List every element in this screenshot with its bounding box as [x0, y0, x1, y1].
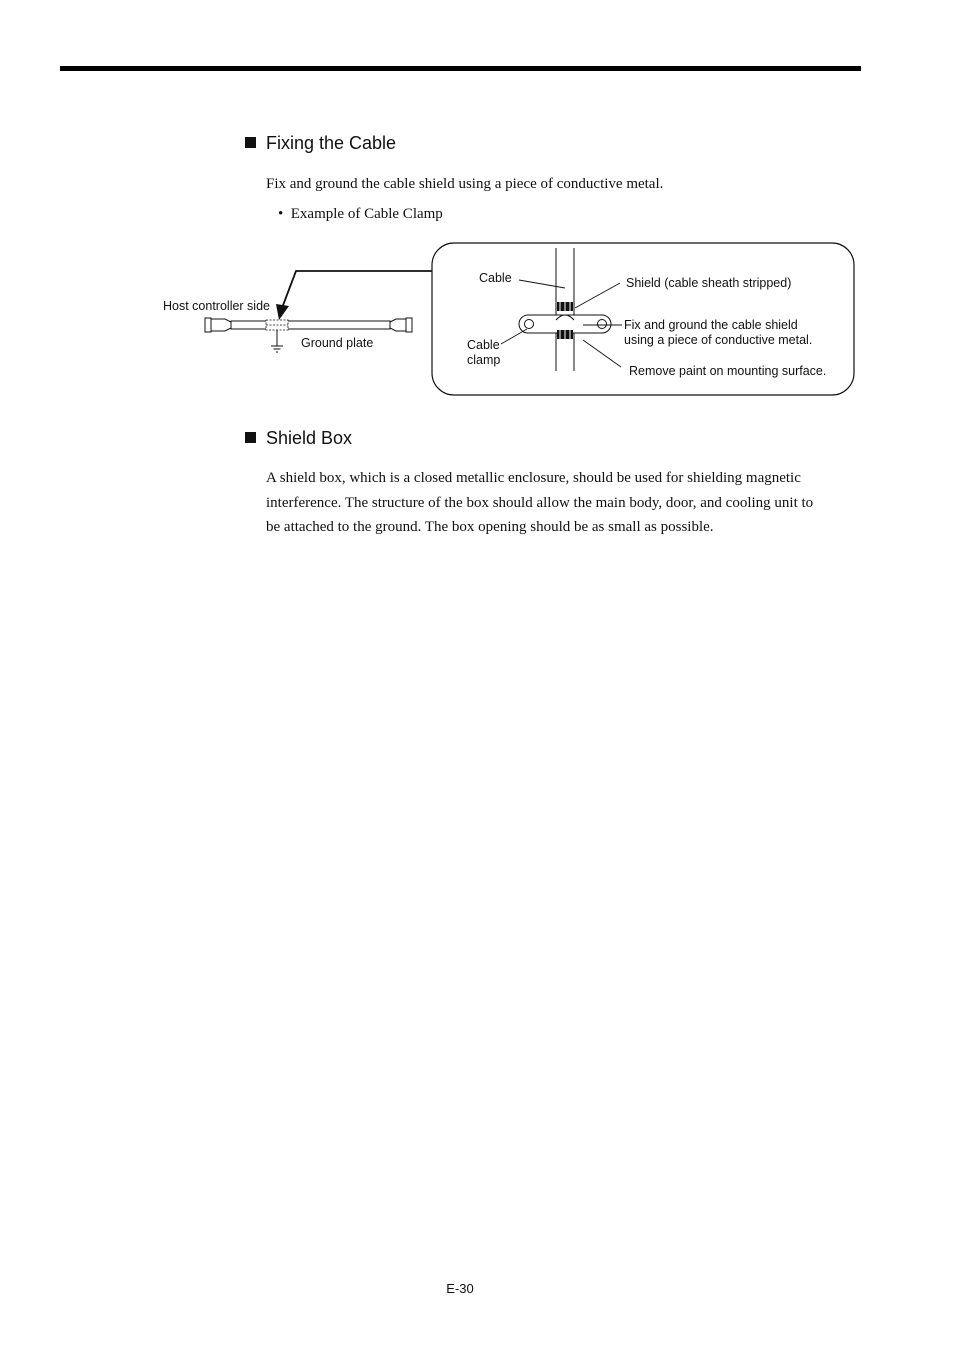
clamp-hole-right — [598, 320, 607, 329]
cable-detail — [519, 248, 611, 371]
fix-label-line1: Fix and ground the cable shield — [624, 318, 798, 332]
ground-symbol-icon — [271, 330, 283, 352]
section-heading-fixing-cable: Fixing the Cable — [245, 133, 396, 154]
bullet-item-cable-clamp: • Example of Cable Clamp — [278, 206, 443, 222]
fix-label-line2: using a piece of conductive metal. — [624, 333, 813, 347]
callout-leader — [282, 271, 432, 308]
clamp-hole-left — [525, 320, 534, 329]
shield-box-line-1: A shield box, which is a closed metallic enclosure, should be used for shielding magnetic — [266, 470, 801, 486]
cable-assembly — [205, 318, 412, 332]
remove-paint-label: Remove paint on mounting surface. — [629, 364, 827, 378]
cable-clamp-label-line1: Cable — [467, 338, 500, 352]
cable-clamp-diagram — [155, 236, 865, 406]
shield-label: Shield (cable sheath stripped) — [626, 276, 792, 290]
header-rule — [60, 66, 861, 71]
bullet-mark: • — [278, 206, 284, 222]
section-heading-shield-box: Shield Box — [245, 428, 352, 449]
shield-box-line-2: interference. The structure of the box should allow the main body, door, and cooling unit to — [266, 494, 814, 511]
shield-leader — [575, 283, 620, 308]
cable-clamp-label-line2: clamp — [467, 353, 501, 367]
remove-paint-leader — [583, 340, 621, 367]
square-bullet-icon — [245, 432, 256, 443]
shield-box-paragraph — [266, 466, 866, 540]
cable-label: Cable — [479, 271, 512, 285]
page-number: E-30 — [446, 1281, 474, 1296]
ground-plate-label: Ground plate — [301, 336, 374, 350]
shield-box-line-3: be attached to the ground. The box opening should be as small as possible. — [266, 519, 714, 535]
square-bullet-icon — [245, 137, 256, 148]
cable-leader — [519, 280, 565, 288]
clamp-leader — [501, 329, 527, 344]
callout-arrow-icon — [276, 304, 289, 320]
host-controller-label: Host controller side — [163, 299, 270, 313]
fixing-cable-paragraph: Fix and ground the cable shield using a piece of conductive metal. — [266, 176, 664, 192]
